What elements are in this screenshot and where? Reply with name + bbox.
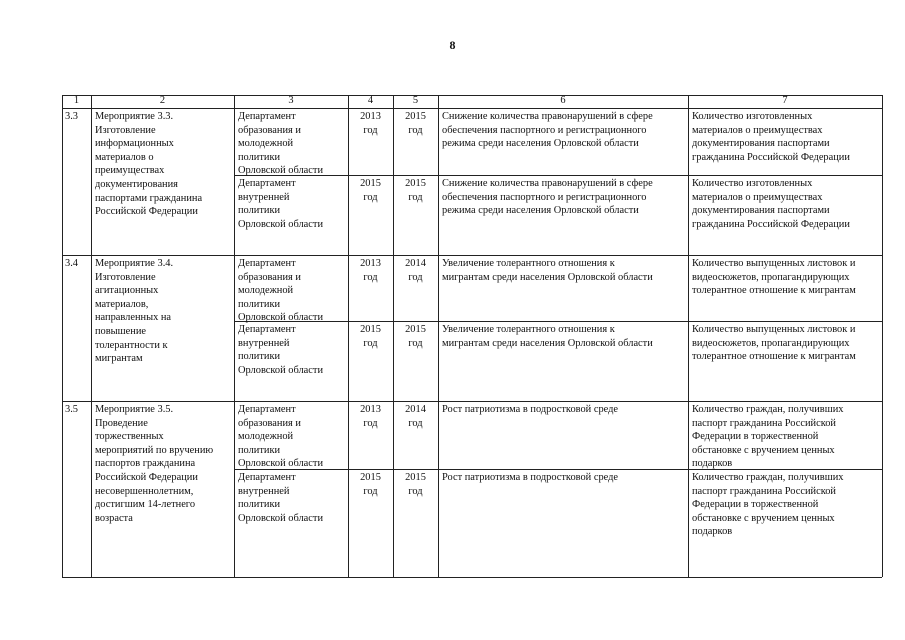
department: Департамент образования и молодежной политики Орловской области	[238, 258, 324, 323]
col-header-3: 3	[288, 95, 294, 106]
activity-description: Мероприятие 3.4. Изготовление агитационных материалов, направленных на повышение толерантности к мигрантам	[95, 258, 174, 365]
department: Департамент образования и молодежной политики Орловской области	[238, 111, 324, 176]
end-year: 2015 год	[405, 178, 426, 203]
department: Департамент внутренней политики Орловской области	[238, 324, 324, 376]
indicator: Количество изготовленных материалов о преимуществах документирования паспортами гражданина Российской Федерации	[692, 178, 850, 230]
start-year: 2015 год	[360, 472, 381, 497]
end-year: 2015 год	[405, 111, 426, 136]
department: Департамент внутренней политики Орловской области	[238, 178, 324, 230]
end-year: 2015 год	[405, 324, 426, 349]
section-number: 3.5	[65, 404, 78, 415]
indicator: Количество граждан, получивших паспорт гражданина Российской Федерации в торжественной обстановке с вручением ценных подарков	[692, 404, 844, 470]
indicator: Количество выпущенных листовок и видеосюжетов, пропагандирующих толерантное отношение к мигрантам	[692, 258, 856, 297]
col-header-7: 7	[782, 95, 788, 106]
expected-result: Рост патриотизма в подростковой среде	[442, 472, 619, 483]
department: Департамент внутренней политики Орловской области	[238, 472, 324, 524]
col-header-6: 6	[560, 95, 566, 106]
indicator: Количество граждан, получивших паспорт гражданина Российской Федерации в торжественной обстановке с вручением ценных подарков	[692, 472, 844, 538]
end-year: 2014 год	[405, 404, 426, 429]
end-year: 2014 год	[405, 258, 426, 283]
start-year: 2015 год	[360, 178, 381, 203]
col-header-5: 5	[412, 95, 419, 106]
indicator: Количество изготовленных материалов о преимуществах документирования паспортами гражданина Российской Федерации	[692, 111, 850, 163]
page-number: 8	[449, 38, 456, 52]
indicator: Количество выпущенных листовок и видеосюжетов, пропагандирующих толерантное отношение к мигрантам	[692, 324, 856, 363]
expected-result: Снижение количества правонарушений в сфере обеспечения паспортного и регистрационного режима среди населения Орловской области	[442, 178, 653, 217]
start-year: 2013 год	[360, 258, 381, 283]
expected-result: Увеличение толерантного отношения к мигрантам среди населения Орловской области	[442, 324, 653, 349]
expected-result: Снижение количества правонарушений в сфере обеспечения паспортного и регистрационного режима среди населения Орловской области	[442, 111, 653, 150]
department: Департамент образования и молодежной политики Орловской области	[238, 404, 324, 470]
start-year: 2015 год	[360, 324, 381, 349]
section-number: 3.4	[65, 258, 78, 269]
start-year: 2013 год	[360, 111, 381, 136]
start-year: 2013 год	[360, 404, 381, 429]
section-number: 3.3	[65, 111, 78, 122]
col-header-1: 1	[73, 95, 80, 106]
expected-result: Увеличение толерантного отношения к мигрантам среди населения Орловской области	[442, 258, 653, 283]
activity-description: Мероприятие 3.3. Изготовление информационных материалов о преимуществах документирования паспортами гражданина Российской Федерации	[95, 111, 203, 218]
col-header-4: 4	[367, 95, 374, 106]
col-header-2: 2	[159, 95, 166, 106]
activity-description: Мероприятие 3.5. Проведение торжественных мероприятий по вручению паспортов гражданина Российской Федерации несовершеннолетним, достигшим 14-летнего возраста	[95, 404, 214, 524]
end-year: 2015 год	[405, 472, 426, 497]
measures-table	[62, 95, 882, 577]
expected-result: Рост патриотизма в подростковой среде	[442, 404, 619, 415]
